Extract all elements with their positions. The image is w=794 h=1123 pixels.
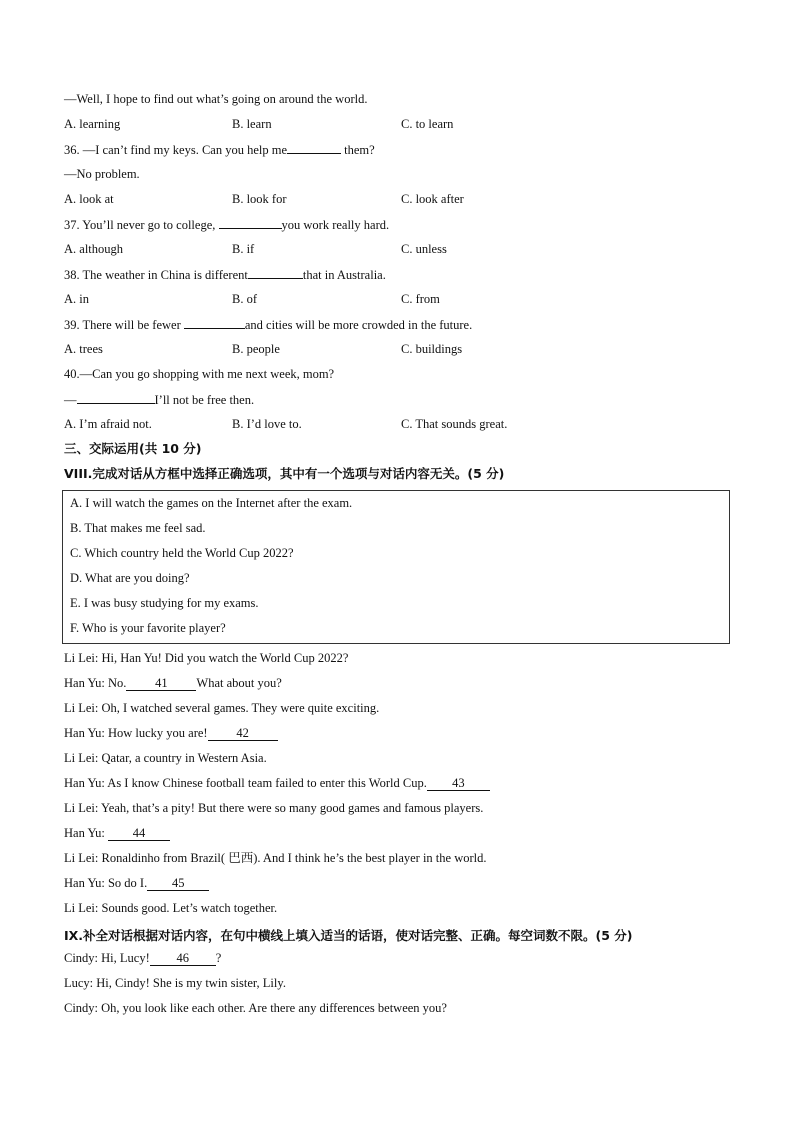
options-box [62,490,730,644]
q37-option-b[interactable]: B. if [232,242,255,256]
q39-option-b[interactable]: B. people [232,342,280,356]
dialog-text: Han Yu: How lucky you are! [64,726,208,740]
dialog-text: Li Lei: Qatar, a country in Western Asia. [64,751,267,765]
dialog-line [64,848,736,873]
dialog-text-post: ? [215,951,222,965]
q36-stem-pre: 36. —I can’t find my keys. Can you help me [64,143,287,157]
dialog-text: Han Yu: No. [64,676,127,690]
part-8-title: VIII.完成对话从方框中选择正确选项，其中有一个选项与对话内容无关。(5 分) [64,466,505,481]
box-option-a: A. I will watch the games on the Internet after the exam. [70,496,353,510]
q37-options [64,239,736,264]
q37-stem-post: you work really hard. [281,218,390,232]
q39-blank[interactable] [184,314,245,329]
q35-options [64,114,736,139]
blank-46[interactable]: 46 [150,951,216,966]
q40-answer-post: I’ll not be free then. [154,393,255,407]
blank-43[interactable]: 43 [427,776,490,791]
q40-question: 40.—Can you go shopping with me next week, mom? [64,367,335,381]
dialog-text: Han Yu: [64,826,108,840]
q38-stem-post: that in Australia. [302,268,386,282]
box-option-c: C. Which country held the World Cup 2022? [70,546,294,560]
q38-stem [64,264,736,289]
part-9-title: IX.补全对话根据对话内容，在句中横线上填入适当的话语，使对话完整、正确。每空词数不限。(5 分) [64,928,633,943]
q40-blank[interactable] [77,389,155,404]
q39-stem-pre: 39. There will be fewer [64,318,184,332]
blank-45[interactable]: 45 [147,876,209,891]
q36-options [64,189,736,214]
q35-option-a[interactable]: A. learning [64,117,121,131]
dialog-text: Li Lei: Hi, Han Yu! Did you watch the World Cup 2022? [64,651,349,665]
dialog-text: Cindy: Oh, you look like each other. Are there any differences between you? [64,1001,447,1015]
dialog-text-post: What about you? [196,676,282,690]
q38-options [64,289,736,314]
q39-stem-post: and cities will be more crowded in the future. [244,318,473,332]
q37-stem [64,214,736,239]
dialog-text: Li Lei: Sounds good. Let’s watch together. [64,901,278,915]
q40-dash: — [64,393,77,407]
q37-option-c[interactable]: C. unless [401,242,447,256]
q38-stem-pre: 38. The weather in China is different [64,268,248,282]
dialog-text: Cindy: Hi, Lucy! [64,951,150,965]
dialog-text: Li Lei: Yeah, that’s a pity! But there were so many good games and famous players. [64,801,484,815]
q38-option-c[interactable]: C. from [401,292,440,306]
dialog-line [64,698,736,723]
q35-dialog-line: —Well, I hope to find out what’s going on around the world. [64,92,368,106]
dialog-line [64,748,736,773]
dialog-line [64,998,736,1023]
dialog-line [64,723,736,748]
q36-reply: —No problem. [64,167,140,181]
dialog-text: Li Lei: Oh, I watched several games. They were quite exciting. [64,701,380,715]
dialog-line [64,973,736,998]
q39-option-c[interactable]: C. buildings [401,342,463,356]
q35-option-b[interactable]: B. learn [232,117,272,131]
q36-blank[interactable] [287,139,341,154]
q36-stem-post: them? [341,143,375,157]
box-option-b: B. That makes me feel sad. [70,521,206,535]
dialog-line [64,773,736,798]
box-option-f: F. Who is your favorite player? [70,621,226,635]
q37-blank[interactable] [219,214,282,229]
q36-option-b[interactable]: B. look for [232,192,287,206]
box-option-e: E. I was busy studying for my exams. [70,596,259,610]
q36-option-c[interactable]: C. look after [401,192,464,206]
q39-options [64,339,736,364]
q40-option-a[interactable]: A. I’m afraid not. [64,417,152,431]
dialog-text: Han Yu: As I know Chinese football team failed to enter this World Cup. [64,776,427,790]
q38-option-b[interactable]: B. of [232,292,257,306]
dialog-line [64,898,736,923]
q40-option-c[interactable]: C. That sounds great. [401,417,508,431]
q38-blank[interactable] [248,264,303,279]
q40-option-b[interactable]: B. I’d love to. [232,417,302,431]
dialog-text: Han Yu: So do I. [64,876,148,890]
box-option-d: D. What are you doing? [70,571,190,585]
blank-41[interactable]: 41 [126,676,196,691]
dialog-line [64,798,736,823]
page-content [64,89,736,1023]
q37-stem-pre: 37. You’ll never go to college, [64,218,219,232]
dialog-text: Li Lei: Ronaldinho from Brazil( 巴西). And I think he’s the best player in the world. [64,851,487,865]
blank-42[interactable]: 42 [208,726,278,741]
dialog-line [64,873,736,898]
dialog-text: Lucy: Hi, Cindy! She is my twin sister, Lily. [64,976,286,990]
q35-option-c[interactable]: C. to learn [401,117,454,131]
q36-stem [64,139,736,164]
q39-option-a[interactable]: A. trees [64,342,103,356]
section-3-title: 三、交际运用(共 10 分) [64,441,202,456]
dialog-line [64,948,736,973]
blank-44[interactable]: 44 [108,826,170,841]
dialog-line [64,823,736,848]
q38-option-a[interactable]: A. in [64,292,89,306]
q36-option-a[interactable]: A. look at [64,192,114,206]
dialog-line [64,673,736,698]
dialog-line [64,648,736,673]
q39-stem [64,314,736,339]
q37-option-a[interactable]: A. although [64,242,124,256]
q40-answer-line [64,389,736,414]
q40-options [64,414,736,439]
